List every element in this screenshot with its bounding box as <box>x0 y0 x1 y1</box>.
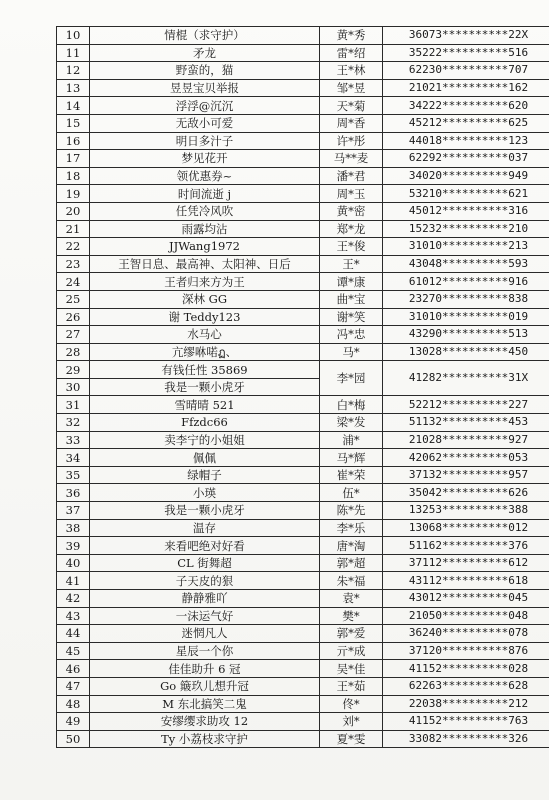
table-row <box>57 625 549 643</box>
name-cell: 马* <box>320 343 383 361</box>
table-row <box>57 62 549 80</box>
name-cell: 浦* <box>320 431 383 449</box>
name-cell: 谭*康 <box>320 273 383 291</box>
name-cell: 王*林 <box>320 62 383 80</box>
row-number: 10 <box>57 27 90 45</box>
name-cell: 樊* <box>320 607 383 625</box>
row-number: 49 <box>57 713 90 731</box>
table-row <box>57 114 549 132</box>
id-number-cell: 21028**********927 <box>383 431 549 449</box>
nickname-cell: 卖李宁的小姐姐 <box>90 431 320 449</box>
id-number-cell: 36073**********22X <box>383 27 549 45</box>
nickname-cell: 亢缪咻喏ฏ、 <box>90 343 320 361</box>
table-row <box>57 554 549 572</box>
row-number: 43 <box>57 607 90 625</box>
id-number-cell: 41152**********763 <box>383 713 549 731</box>
id-number-cell: 15232**********210 <box>383 220 549 238</box>
table-row <box>57 308 549 326</box>
row-number: 45 <box>57 642 90 660</box>
id-number-cell: 45012**********316 <box>383 202 549 220</box>
table-row <box>57 713 549 731</box>
id-number-cell: 52212**********227 <box>383 396 549 414</box>
winner-table <box>56 26 549 748</box>
nickname-cell: 星辰一个你 <box>90 642 320 660</box>
name-cell: 黄*秀 <box>320 27 383 45</box>
name-cell: 夏*雯 <box>320 730 383 748</box>
id-number-cell: 43290**********513 <box>383 326 549 344</box>
id-number-cell: 43048**********593 <box>383 255 549 273</box>
id-number-cell: 34020**********949 <box>383 167 549 185</box>
table-row <box>57 132 549 150</box>
id-number-cell: 34222**********620 <box>383 97 549 115</box>
id-number-cell: 62292**********037 <box>383 150 549 168</box>
nickname-cell: Ffzdc66 <box>90 414 320 432</box>
id-number-cell: 13068**********012 <box>383 519 549 537</box>
nickname-cell: JJWang1972 <box>90 238 320 256</box>
table-row <box>57 220 549 238</box>
name-cell: 郭*超 <box>320 554 383 572</box>
table-row <box>57 44 549 62</box>
id-number-cell: 35042**********626 <box>383 484 549 502</box>
row-number: 19 <box>57 185 90 203</box>
id-number-cell: 37120**********876 <box>383 642 549 660</box>
row-number: 27 <box>57 326 90 344</box>
nickname-cell: 来看吧绝对好看 <box>90 537 320 555</box>
nickname-cell: 雪晴晴 521 <box>90 396 320 414</box>
id-number-cell: 31010**********213 <box>383 238 549 256</box>
table-row <box>57 660 549 678</box>
id-number-cell: 21021**********162 <box>383 79 549 97</box>
name-cell: 亓*成 <box>320 642 383 660</box>
table-row <box>57 449 549 467</box>
id-number-cell: 53210**********621 <box>383 185 549 203</box>
id-number-cell: 42062**********053 <box>383 449 549 467</box>
id-number-cell: 35222**********516 <box>383 44 549 62</box>
row-number: 35 <box>57 466 90 484</box>
id-number-cell: 37132**********957 <box>383 466 549 484</box>
name-cell: 天*菊 <box>320 97 383 115</box>
table-row <box>57 185 549 203</box>
row-number: 20 <box>57 202 90 220</box>
name-cell: 曲*宝 <box>320 290 383 308</box>
table-row <box>57 572 549 590</box>
name-cell: 唐*淘 <box>320 537 383 555</box>
row-number: 24 <box>57 273 90 291</box>
id-number-cell: 44018**********123 <box>383 132 549 150</box>
nickname-cell: 梦见花开 <box>90 150 320 168</box>
row-number: 18 <box>57 167 90 185</box>
row-number: 38 <box>57 519 90 537</box>
row-number: 37 <box>57 502 90 520</box>
nickname-cell: 迷惘凡人 <box>90 625 320 643</box>
row-number: 50 <box>57 730 90 748</box>
table-row <box>57 519 549 537</box>
table-row <box>57 466 549 484</box>
nickname-cell: 雨露均沾 <box>90 220 320 238</box>
nickname-cell: M 东北搞笑二鬼 <box>90 695 320 713</box>
row-number: 34 <box>57 449 90 467</box>
row-number: 14 <box>57 97 90 115</box>
id-number-cell: 51132**********453 <box>383 414 549 432</box>
name-cell: 郑*龙 <box>320 220 383 238</box>
name-cell: 周*玉 <box>320 185 383 203</box>
nickname-cell: 水马心 <box>90 326 320 344</box>
row-number: 26 <box>57 308 90 326</box>
row-number: 28 <box>57 343 90 361</box>
name-cell: 邹*昱 <box>320 79 383 97</box>
table-row <box>57 97 549 115</box>
row-number: 25 <box>57 290 90 308</box>
nickname-cell: 一沫运气好 <box>90 607 320 625</box>
name-cell: 李*园 <box>320 361 383 396</box>
id-number-cell: 36240**********078 <box>383 625 549 643</box>
table-body <box>57 27 549 748</box>
table-row <box>57 537 549 555</box>
name-cell: 谢*笑 <box>320 308 383 326</box>
name-cell: 许*彤 <box>320 132 383 150</box>
row-number: 44 <box>57 625 90 643</box>
name-cell: 雷*绍 <box>320 44 383 62</box>
row-number: 42 <box>57 590 90 608</box>
name-cell: 周*香 <box>320 114 383 132</box>
nickname-cell: 我是一颗小虎牙 <box>90 502 320 520</box>
table-row <box>57 431 549 449</box>
row-number: 47 <box>57 677 90 695</box>
row-number: 29 <box>57 361 90 379</box>
row-number: 30 <box>57 378 90 396</box>
table-row <box>57 238 549 256</box>
id-number-cell: 43012**********045 <box>383 590 549 608</box>
id-number-cell: 45212**********625 <box>383 114 549 132</box>
name-cell: 陈*先 <box>320 502 383 520</box>
id-number-cell: 23270**********838 <box>383 290 549 308</box>
nickname-cell: 无敌小可爱 <box>90 114 320 132</box>
table-row <box>57 414 549 432</box>
nickname-cell: 情棍（求守护） <box>90 27 320 45</box>
nickname-cell: 有钱任性 35869 <box>90 361 320 379</box>
table-row <box>57 150 549 168</box>
id-number-cell: 43112**********618 <box>383 572 549 590</box>
row-number: 40 <box>57 554 90 572</box>
nickname-cell: 王智日息、最高神、太阳神、日后 <box>90 255 320 273</box>
table-row <box>57 202 549 220</box>
table-row <box>57 607 549 625</box>
row-number: 41 <box>57 572 90 590</box>
id-number-cell: 41282**********31X <box>383 361 549 396</box>
nickname-cell: 谢 Teddy123 <box>90 308 320 326</box>
row-number: 32 <box>57 414 90 432</box>
row-number: 46 <box>57 660 90 678</box>
row-number: 11 <box>57 44 90 62</box>
id-number-cell: 41152**********028 <box>383 660 549 678</box>
table-row <box>57 273 549 291</box>
nickname-cell: 昱昱宝贝举报 <box>90 79 320 97</box>
name-cell: 潘*君 <box>320 167 383 185</box>
table-row <box>57 677 549 695</box>
table-row <box>57 396 549 414</box>
table-row <box>57 642 549 660</box>
name-cell: 黄*密 <box>320 202 383 220</box>
name-cell: 刘* <box>320 713 383 731</box>
name-cell: 王*俊 <box>320 238 383 256</box>
table-row <box>57 290 549 308</box>
nickname-cell: 子天皮的狠 <box>90 572 320 590</box>
table-row <box>57 343 549 361</box>
id-number-cell: 37112**********612 <box>383 554 549 572</box>
row-number: 12 <box>57 62 90 80</box>
table-row <box>57 255 549 273</box>
nickname-cell: 小瑛 <box>90 484 320 502</box>
row-number: 16 <box>57 132 90 150</box>
name-cell: 郭*爱 <box>320 625 383 643</box>
nickname-cell: 静静雅吖 <box>90 590 320 608</box>
id-number-cell: 13028**********450 <box>383 343 549 361</box>
id-number-cell: 13253**********388 <box>383 502 549 520</box>
row-number: 21 <box>57 220 90 238</box>
name-cell: 吴*佳 <box>320 660 383 678</box>
nickname-cell: 王者归来方为王 <box>90 273 320 291</box>
nickname-cell: CL 街舞超 <box>90 554 320 572</box>
name-cell: 梁*发 <box>320 414 383 432</box>
id-number-cell: 61012**********916 <box>383 273 549 291</box>
name-cell: 袁* <box>320 590 383 608</box>
name-cell: 崔*荣 <box>320 466 383 484</box>
nickname-cell: 明日多汁子 <box>90 132 320 150</box>
table-row <box>57 361 549 379</box>
nickname-cell: 绿帽子 <box>90 466 320 484</box>
id-number-cell: 22038**********212 <box>383 695 549 713</box>
nickname-cell: 野蛮的，猫 <box>90 62 320 80</box>
name-cell: 李*乐 <box>320 519 383 537</box>
nickname-cell: 我是一颗小虎牙 <box>90 378 320 396</box>
nickname-cell: 佳佳助升 6 冠 <box>90 660 320 678</box>
row-number: 48 <box>57 695 90 713</box>
row-number: 33 <box>57 431 90 449</box>
nickname-cell: 领优惠券~ <box>90 167 320 185</box>
nickname-cell: Go 簸玖儿想升冠 <box>90 677 320 695</box>
nickname-cell: 深林 GG <box>90 290 320 308</box>
table-row <box>57 590 549 608</box>
name-cell: 马**麦 <box>320 150 383 168</box>
name-cell: 冯*忠 <box>320 326 383 344</box>
nickname-cell: 温存 <box>90 519 320 537</box>
table-row <box>57 502 549 520</box>
nickname-cell: 佩佩 <box>90 449 320 467</box>
id-number-cell: 51162**********376 <box>383 537 549 555</box>
name-cell: 白*梅 <box>320 396 383 414</box>
row-number: 13 <box>57 79 90 97</box>
table-row <box>57 79 549 97</box>
name-cell: 马*辉 <box>320 449 383 467</box>
name-cell: 王*茹 <box>320 677 383 695</box>
id-number-cell: 31010**********019 <box>383 308 549 326</box>
id-number-cell: 21050**********048 <box>383 607 549 625</box>
row-number: 36 <box>57 484 90 502</box>
table-row <box>57 484 549 502</box>
id-number-cell: 62230**********707 <box>383 62 549 80</box>
row-number: 22 <box>57 238 90 256</box>
nickname-cell: 任凭冷风吹 <box>90 202 320 220</box>
name-cell: 伍* <box>320 484 383 502</box>
row-number: 17 <box>57 150 90 168</box>
row-number: 23 <box>57 255 90 273</box>
row-number: 15 <box>57 114 90 132</box>
table-row <box>57 167 549 185</box>
table-row <box>57 695 549 713</box>
name-cell: 王* <box>320 255 383 273</box>
row-number: 31 <box>57 396 90 414</box>
table-row <box>57 326 549 344</box>
nickname-cell: 安缪缨求助攻 12 <box>90 713 320 731</box>
nickname-cell: 时间流逝 j <box>90 185 320 203</box>
table-row <box>57 27 549 45</box>
table-row <box>57 730 549 748</box>
name-cell: 佟* <box>320 695 383 713</box>
id-number-cell: 62263**********628 <box>383 677 549 695</box>
name-cell: 朱*福 <box>320 572 383 590</box>
nickname-cell: 浮浮@沉沉 <box>90 97 320 115</box>
nickname-cell: Ty 小荔枝求守护 <box>90 730 320 748</box>
nickname-cell: 矛龙 <box>90 44 320 62</box>
id-number-cell: 33082**********326 <box>383 730 549 748</box>
row-number: 39 <box>57 537 90 555</box>
